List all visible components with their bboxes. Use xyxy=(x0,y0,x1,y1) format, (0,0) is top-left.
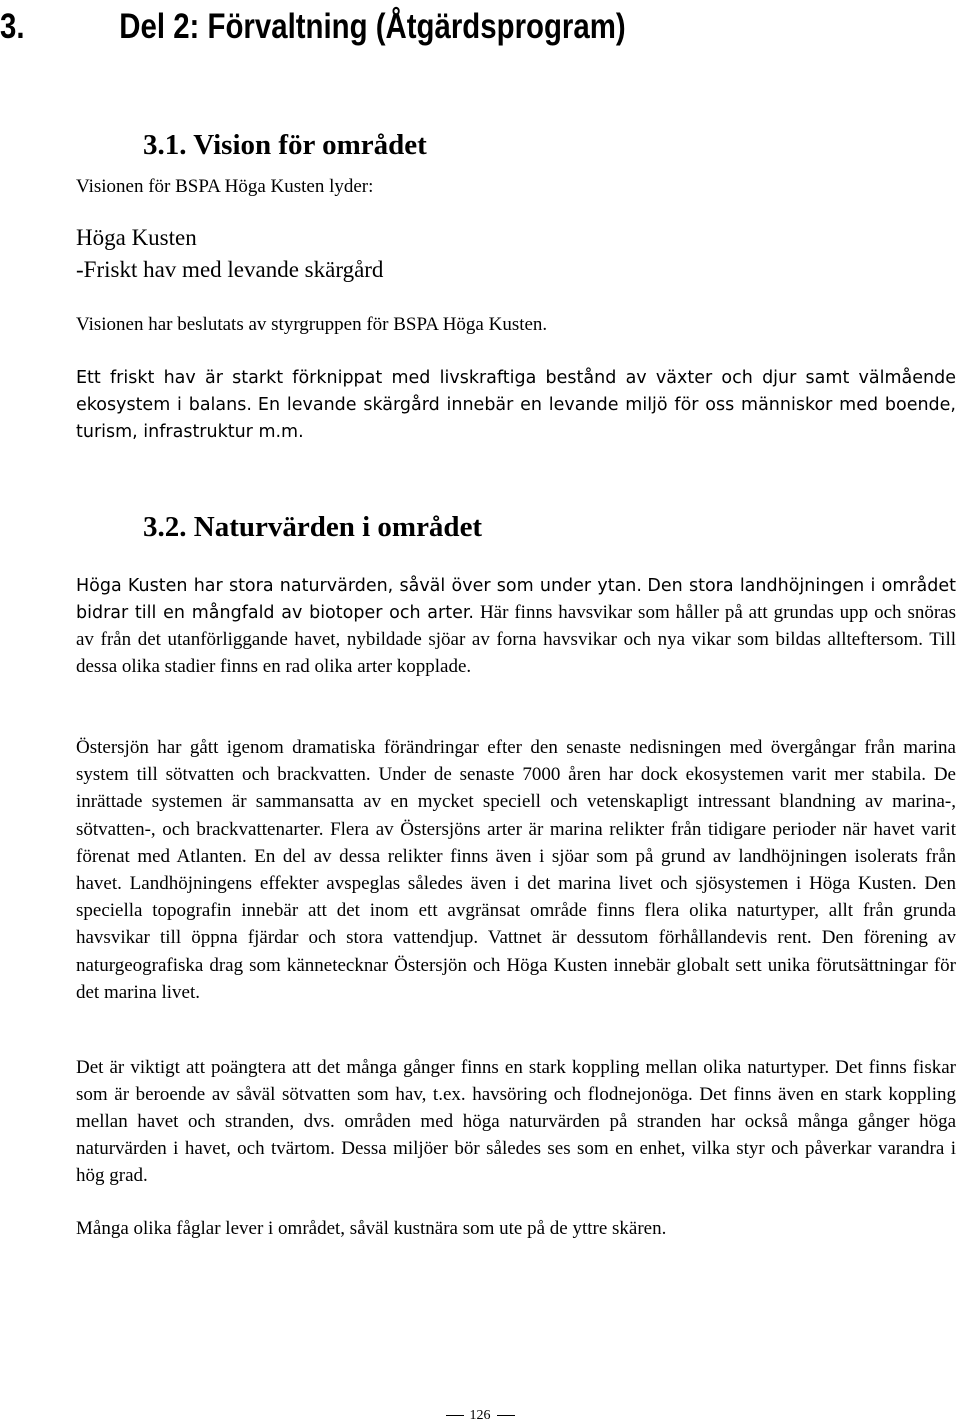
vision-line: -Friskt hav med levande skärgård xyxy=(76,257,384,282)
page-footer xyxy=(0,1408,960,1424)
sentence: En levande skärgård innebär en levande miljö för oss människor med boende, turism, infrastruktur m.m. xyxy=(76,394,956,442)
vision-decision: Visionen har beslutats av styrgruppen för BSPA Höga Kusten. xyxy=(76,314,548,335)
section-heading-naturvarden xyxy=(143,509,482,545)
section-title: Vision för området xyxy=(193,129,427,161)
vision-intro: Visionen för BSPA Höga Kusten lyder: xyxy=(76,176,374,197)
chapter-number: 3. xyxy=(0,7,25,46)
sentence: Här finns havsvikar som håller på att grundas upp och snöras av från det utanförliggande havet, nybildade sjöar av forna havsvikar och nya vikar som bildas allteftersom. Till dessa olika stadier finns en rad olika arter kopplade. xyxy=(76,601,957,677)
vision-paragraph xyxy=(76,365,956,446)
vision-statement xyxy=(76,222,383,286)
sentence: Ett friskt hav är starkt förknippat med livskraftiga bestånd av växter och djur samt välmående ekosystem i balans. xyxy=(76,368,956,415)
sentence: Den stora landhöjningen i området bidrar till en mångfald av biotoper och arter. xyxy=(76,576,957,623)
page-heading xyxy=(0,0,626,54)
footer-dash xyxy=(446,1415,464,1416)
naturvarden-paragraph-4: Många olika fåglar lever i området, såväl kustnära som ute på de yttre skären. xyxy=(76,1218,667,1239)
vision-line: Höga Kusten xyxy=(76,225,197,250)
naturvarden-paragraph-2: Östersjön har gått igenom dramatiska förändringar efter den senaste nedisningen med övergångar från marina system till sötvatten och brackvatten. Under de senaste 7000 åren har dock ekosystemen varit mer stabila. De inrättade systemen är sammansatta av en mycket speciell och vetenskapligt intressant blandning av marina-, sötvatten-, och brackvattenarter. Flera av Östersjöns arter är marina relikter från tidigare perioder när havet varit förenat med Atlanten. En del av dessa relikter finns även i sjöar som på grund av landhöjningen isolerats från havet. Landhöjningens effekter avspeglas således även i det marina livet och sjösystemen i Höga Kusten. Den speciella topografin innebär att det inom ett avgränsat område finns flera olika naturtyper, allt från grunda havsvikar till öppna fjärdar och stora vattendjup. Vattnet är dessutom förhållandevis rent. Den förening av naturgeografiska drag som kännetecknar Östersjön och Höga Kusten innebär globalt sett unika förutsättningar för det marina livet. xyxy=(76,737,956,1003)
section-heading-vision xyxy=(143,127,427,163)
footer-dash xyxy=(497,1415,515,1416)
sentence: Höga Kusten har stora naturvärden, såväl över som under ytan. xyxy=(76,576,642,596)
naturvarden-paragraph-3: Det är viktigt att poängtera att det många gånger finns en stark koppling mellan olika naturtyper. Det finns fiskar som är beroende av såväl sötvatten som hav, t.ex. havsöring och flodnejonöga. Det finns även en stark koppling mellan havet och stranden, dvs. områden med höga naturvärden på stranden har också många gånger höga naturvärden i havet, och tvärtom. Dessa miljöer bör således ses som en enhet, vilka styr och påverkar varandra i hög grad. xyxy=(76,1057,956,1186)
naturvarden-paragraph-1 xyxy=(76,573,956,681)
section-title: Naturvärden i området xyxy=(193,511,483,543)
section-number: 3.2. xyxy=(143,511,187,543)
section-number: 3.1. xyxy=(143,129,187,161)
page-number: 126 xyxy=(469,1408,491,1423)
chapter-title: Del 2: Förvaltning (Åtgärdsprogram) xyxy=(119,7,626,46)
